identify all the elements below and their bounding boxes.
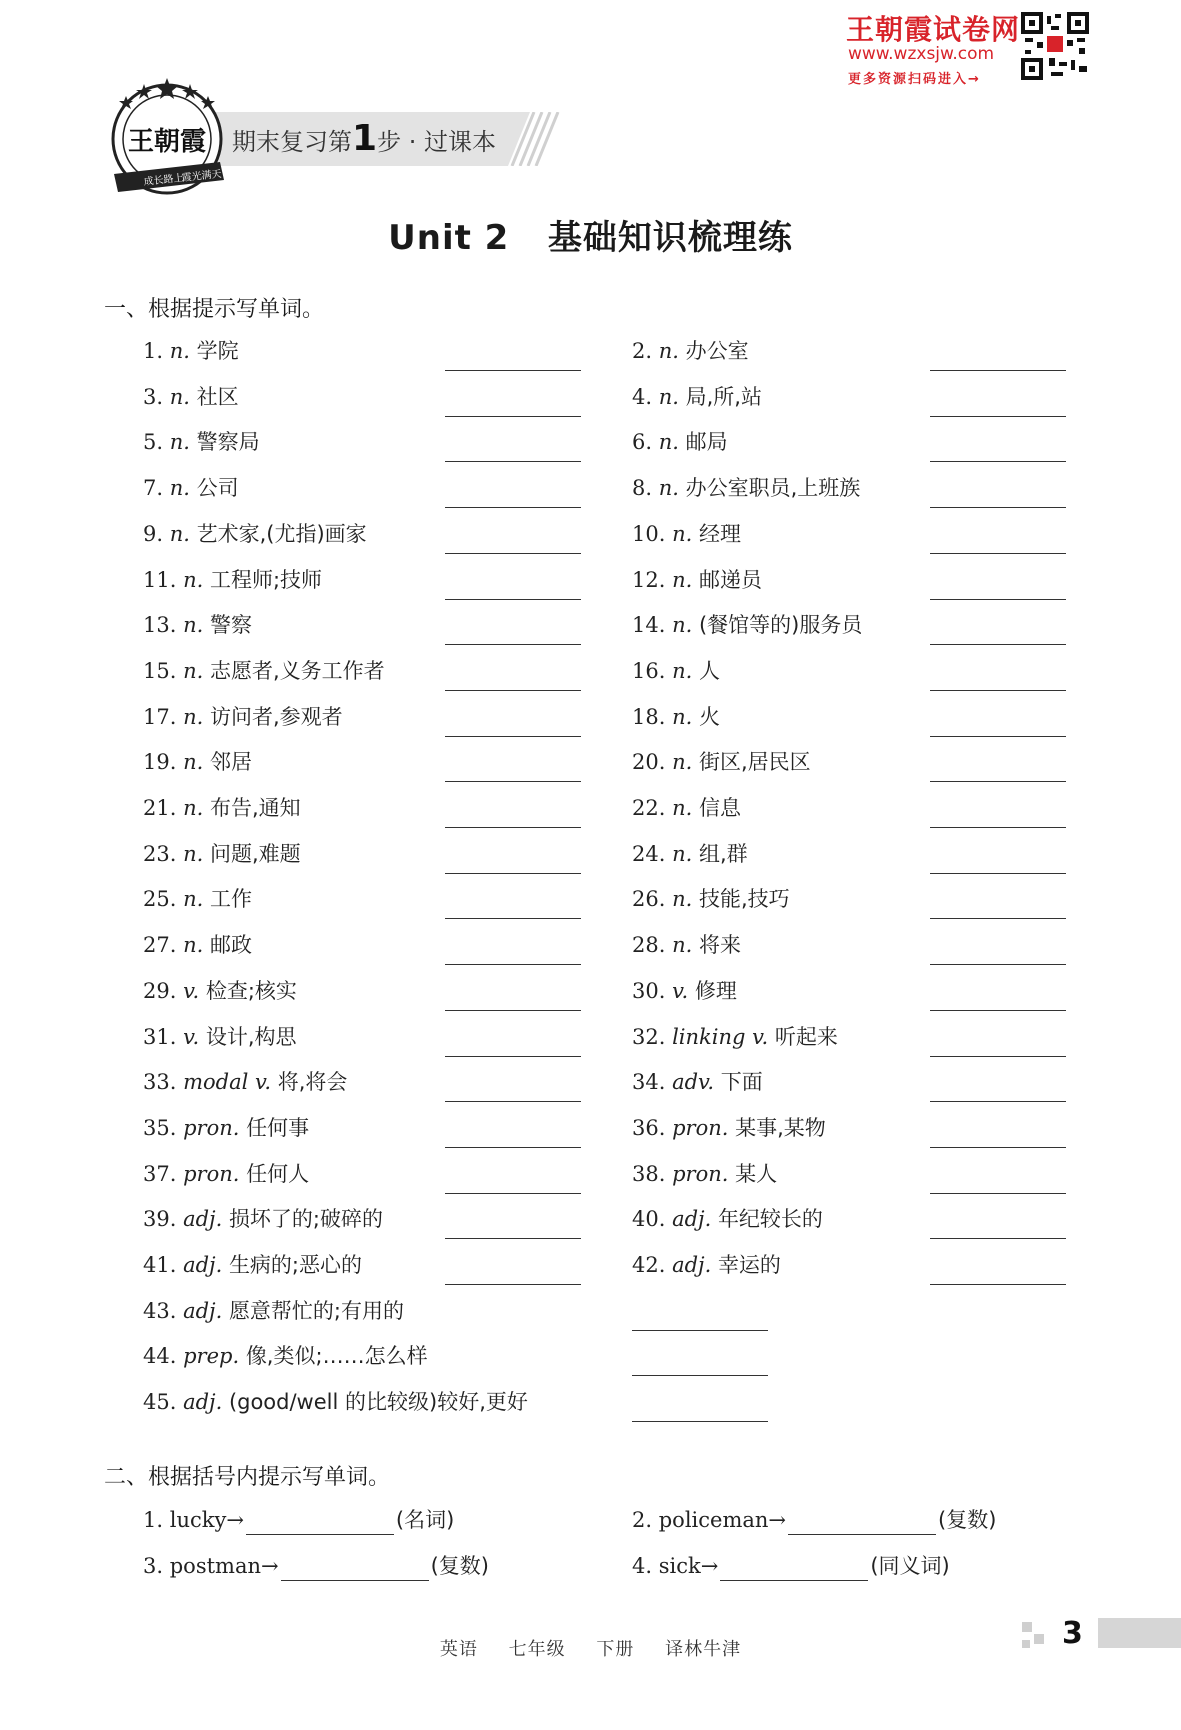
item-part-of-speech: prep. — [183, 1344, 240, 1369]
word-item — [143, 565, 322, 595]
item-definition: 信息 — [698, 796, 741, 820]
word-item — [632, 976, 737, 1006]
item-number: 27. — [143, 933, 177, 958]
word-item — [632, 1250, 781, 1280]
answer-blank[interactable] — [930, 1100, 1066, 1102]
item-part-of-speech: n. — [658, 384, 679, 409]
item-number: 40. — [632, 1207, 666, 1232]
section2-item — [632, 1505, 996, 1535]
header-banner — [212, 112, 572, 166]
word-item — [143, 336, 239, 366]
word-item — [632, 427, 728, 457]
answer-blank[interactable] — [930, 1192, 1066, 1194]
answer-blank[interactable] — [445, 872, 581, 874]
item-word: postman→ — [169, 1554, 279, 1578]
answer-blank[interactable] — [445, 369, 581, 371]
word-item — [143, 382, 239, 412]
item-part-of-speech: n. — [672, 841, 693, 866]
answer-blank[interactable] — [930, 689, 1066, 691]
item-definition: (餐馆等的)服务员 — [698, 613, 863, 638]
section2-item — [143, 1505, 454, 1535]
item-part-of-speech: n. — [169, 430, 190, 455]
item-definition: 邻居 — [209, 750, 252, 775]
item-part-of-speech: n. — [672, 750, 693, 775]
item-definition: 经理 — [698, 521, 741, 546]
logo-text: 王朝霞 — [127, 127, 207, 157]
item-number: 9. — [143, 521, 164, 546]
item-part-of-speech: v. — [183, 978, 200, 1003]
item-part-of-speech: adj. — [183, 1253, 223, 1277]
svg-text:成长路上: 成长路上 — [143, 172, 185, 188]
item-part-of-speech: n. — [672, 887, 693, 912]
answer-blank[interactable] — [632, 1329, 768, 1331]
brand-logo — [104, 76, 230, 202]
item-number: 23. — [143, 841, 177, 866]
item-part-of-speech: adj. — [672, 1207, 712, 1232]
section2-item — [632, 1551, 950, 1581]
svg-text:霞光满天: 霞光满天 — [181, 168, 223, 184]
item-definition: 某人 — [735, 1161, 778, 1186]
item-number: 8. — [632, 476, 653, 501]
brand-url[interactable]: www.wzxsjw.com — [848, 44, 995, 64]
answer-blank[interactable] — [930, 917, 1066, 919]
answer-blank[interactable] — [445, 1146, 581, 1148]
answer-blank[interactable] — [930, 872, 1066, 874]
footer — [0, 1635, 1181, 1661]
answer-blank[interactable] — [445, 1237, 581, 1239]
answer-blank[interactable] — [445, 826, 581, 828]
word-item — [143, 656, 385, 686]
item-number: 45. — [143, 1390, 177, 1415]
answer-blank[interactable] — [445, 552, 581, 554]
item-part-of-speech: v. — [672, 978, 689, 1003]
item-part-of-speech: n. — [183, 933, 204, 958]
item-number: 26. — [632, 887, 666, 912]
item-hint: (复数) — [430, 1554, 489, 1578]
word-item — [632, 747, 811, 777]
item-part-of-speech: n. — [672, 567, 693, 592]
item-number: 12. — [632, 567, 666, 592]
item-number: 3. — [143, 384, 164, 409]
item-number: 19. — [143, 750, 177, 775]
answer-blank[interactable] — [930, 506, 1066, 508]
word-item — [632, 1113, 826, 1143]
item-part-of-speech: adj. — [672, 1253, 712, 1277]
item-hint: (复数) — [938, 1508, 997, 1532]
word-item — [632, 793, 741, 823]
footer-subject: 英语 — [439, 1639, 478, 1660]
item-definition: 生病的;恶心的 — [228, 1253, 363, 1277]
answer-blank[interactable] — [445, 780, 581, 782]
word-item — [632, 930, 741, 960]
item-definition: 问题,难题 — [209, 841, 301, 866]
item-definition: 修理 — [694, 978, 737, 1003]
item-definition: 志愿者,义务工作者 — [209, 658, 385, 683]
page-number-bar — [1098, 1618, 1181, 1648]
answer-blank[interactable] — [632, 1374, 768, 1376]
item-number: 1. — [143, 339, 164, 363]
item-definition: 街区,居民区 — [698, 750, 811, 775]
item-part-of-speech: adv. — [672, 1070, 715, 1095]
word-item — [632, 702, 720, 732]
answer-blank[interactable] — [445, 1283, 581, 1285]
item-definition: 社区 — [196, 384, 239, 409]
item-definition: 组,群 — [698, 841, 748, 866]
item-definition: 警察 — [209, 613, 252, 638]
item-definition: (good/well 的比较级)较好,更好 — [228, 1390, 528, 1415]
item-part-of-speech: linking v. — [672, 1024, 769, 1049]
word-item — [143, 747, 252, 777]
item-part-of-speech: n. — [183, 841, 204, 866]
item-definition: 任何事 — [246, 1115, 310, 1140]
page-decor — [1022, 1640, 1030, 1648]
answer-blank[interactable] — [246, 1512, 394, 1535]
word-item — [143, 473, 239, 503]
word-item — [143, 1341, 428, 1371]
answer-blank[interactable] — [930, 415, 1066, 417]
item-definition: 人 — [698, 658, 720, 683]
item-number: 22. — [632, 796, 666, 820]
item-number: 4. — [632, 384, 653, 409]
item-part-of-speech: n. — [658, 476, 679, 501]
word-item — [632, 1159, 777, 1189]
item-number: 16. — [632, 658, 666, 683]
item-number: 39. — [143, 1207, 177, 1232]
word-item — [143, 930, 252, 960]
item-number: 29. — [143, 978, 177, 1003]
word-item — [632, 565, 762, 595]
answer-blank[interactable] — [930, 1283, 1066, 1285]
answer-blank[interactable] — [930, 1146, 1066, 1148]
item-number: 13. — [143, 613, 177, 638]
item-number: 7. — [143, 476, 164, 501]
item-number: 24. — [632, 841, 666, 866]
answer-blank[interactable] — [632, 1420, 768, 1422]
answer-blank[interactable] — [930, 598, 1066, 600]
item-definition: 幸运的 — [717, 1253, 781, 1277]
item-word: lucky→ — [169, 1508, 244, 1532]
word-item — [632, 884, 790, 914]
item-part-of-speech: n. — [169, 521, 190, 546]
item-definition: 设计,构思 — [205, 1024, 297, 1049]
item-definition: 邮局 — [685, 430, 728, 455]
answer-blank[interactable] — [445, 1055, 581, 1057]
item-part-of-speech: adj. — [183, 1207, 223, 1232]
item-number: 15. — [143, 658, 177, 683]
item-part-of-speech: adj. — [183, 1298, 223, 1323]
item-definition: 下面 — [720, 1070, 763, 1095]
banner-suffix: 步 · 过课本 — [377, 128, 496, 156]
footer-volume: 下册 — [596, 1639, 635, 1660]
item-number: 31. — [143, 1024, 177, 1049]
item-number: 5. — [143, 430, 164, 455]
item-part-of-speech: n. — [672, 933, 693, 958]
item-part-of-speech: n. — [672, 704, 693, 729]
item-number: 21. — [143, 796, 177, 820]
item-number: 37. — [143, 1161, 177, 1186]
qr-code-icon[interactable] — [1021, 12, 1089, 80]
page-decor — [1022, 1622, 1032, 1632]
word-item — [143, 1204, 383, 1234]
item-part-of-speech: n. — [169, 339, 190, 363]
page-decor — [1034, 1634, 1044, 1644]
word-item — [143, 1250, 362, 1280]
answer-blank[interactable] — [930, 460, 1066, 462]
answer-blank[interactable] — [445, 598, 581, 600]
answer-blank[interactable] — [445, 917, 581, 919]
item-number: 2. — [632, 1508, 653, 1532]
answer-blank[interactable] — [445, 1192, 581, 1194]
item-definition: 像,类似;……怎么样 — [245, 1344, 428, 1369]
item-definition: 火 — [698, 704, 720, 729]
answer-blank[interactable] — [930, 735, 1066, 737]
answer-blank[interactable] — [788, 1512, 936, 1535]
word-item — [143, 427, 260, 457]
item-definition: 局,所,站 — [685, 384, 762, 409]
word-item — [632, 382, 762, 412]
item-definition: 损坏了的;破碎的 — [228, 1207, 384, 1232]
item-part-of-speech: adj. — [183, 1390, 223, 1415]
item-definition: 艺术家,(尤指)画家 — [196, 521, 367, 546]
item-definition: 技能,技巧 — [698, 887, 790, 912]
item-part-of-speech: v. — [183, 1024, 200, 1049]
item-number: 10. — [632, 521, 666, 546]
item-part-of-speech: n. — [672, 613, 693, 638]
item-part-of-speech: pron. — [183, 1161, 240, 1186]
word-item — [143, 702, 343, 732]
item-definition: 邮递员 — [698, 567, 762, 592]
footer-grade: 七年级 — [508, 1639, 566, 1660]
item-number: 2. — [632, 339, 653, 363]
word-item — [143, 884, 252, 914]
item-number: 4. — [632, 1554, 653, 1578]
word-item — [143, 1159, 309, 1189]
answer-blank[interactable] — [445, 689, 581, 691]
word-item — [143, 1296, 404, 1326]
word-item — [143, 519, 367, 549]
answer-blank[interactable] — [930, 963, 1066, 965]
banner-step-number: 1 — [352, 118, 378, 159]
word-item — [143, 610, 252, 640]
word-item — [143, 976, 297, 1006]
item-hint: (名词) — [395, 1508, 455, 1532]
item-part-of-speech: pron. — [183, 1115, 240, 1140]
answer-blank[interactable] — [930, 552, 1066, 554]
item-definition: 布告,通知 — [209, 796, 301, 820]
item-part-of-speech: n. — [672, 658, 693, 683]
item-number: 42. — [632, 1253, 666, 1277]
item-number: 35. — [143, 1115, 177, 1140]
item-definition: 将来 — [698, 933, 741, 958]
answer-blank[interactable] — [930, 1237, 1066, 1239]
item-definition: 检查;核实 — [205, 978, 297, 1003]
item-part-of-speech: n. — [183, 658, 204, 683]
word-item — [632, 1204, 823, 1234]
item-number: 36. — [632, 1115, 666, 1140]
brand-name: 王朝霞试卷网 — [846, 13, 1021, 46]
answer-blank[interactable] — [930, 1009, 1066, 1011]
answer-blank[interactable] — [445, 506, 581, 508]
item-definition: 访问者,参观者 — [209, 704, 343, 729]
word-item — [143, 1067, 347, 1097]
item-definition: 任何人 — [246, 1161, 310, 1186]
item-part-of-speech: n. — [672, 796, 693, 820]
item-number: 3. — [143, 1554, 164, 1578]
item-definition: 将,将会 — [277, 1070, 348, 1095]
word-item — [143, 839, 301, 869]
word-item — [143, 1022, 297, 1052]
answer-blank[interactable] — [445, 643, 581, 645]
item-number: 20. — [632, 750, 666, 775]
item-definition: 办公室 — [685, 339, 749, 363]
item-number: 11. — [143, 567, 177, 592]
answer-blank[interactable] — [930, 643, 1066, 645]
section1-title: 一、根据提示写单词。 — [104, 297, 325, 322]
word-item — [143, 1113, 309, 1143]
item-number: 25. — [143, 887, 177, 912]
item-hint: (同义词) — [870, 1554, 950, 1578]
item-part-of-speech: n. — [658, 430, 679, 455]
answer-blank[interactable] — [720, 1558, 868, 1581]
banner-title — [232, 112, 496, 166]
item-word: policeman→ — [658, 1508, 786, 1532]
item-part-of-speech: n. — [183, 750, 204, 775]
item-definition: 公司 — [196, 476, 239, 501]
item-number: 32. — [632, 1024, 666, 1049]
item-number: 17. — [143, 704, 177, 729]
item-number: 38. — [632, 1161, 666, 1186]
word-item — [143, 1387, 528, 1417]
item-number: 41. — [143, 1253, 177, 1277]
answer-blank[interactable] — [930, 826, 1066, 828]
answer-blank[interactable] — [445, 735, 581, 737]
banner-prefix: 期末复习第 — [232, 128, 352, 156]
item-part-of-speech: n. — [183, 613, 204, 638]
word-item — [632, 519, 741, 549]
answer-blank[interactable] — [930, 369, 1066, 371]
item-number: 33. — [143, 1070, 177, 1095]
item-part-of-speech: modal v. — [183, 1070, 272, 1095]
brand-more-text: 更多资源扫码进入→ — [848, 72, 981, 87]
item-part-of-speech: pron. — [672, 1115, 729, 1140]
item-part-of-speech: n. — [169, 476, 190, 501]
word-item — [632, 656, 720, 686]
item-number: 43. — [143, 1298, 177, 1323]
item-number: 34. — [632, 1070, 666, 1095]
item-definition: 工作 — [209, 887, 252, 912]
item-definition: 警察局 — [196, 430, 260, 455]
answer-blank[interactable] — [930, 780, 1066, 782]
footer-edition: 译林牛津 — [665, 1639, 742, 1660]
page-number: 3 — [1062, 1616, 1083, 1651]
item-definition: 办公室职员,上班族 — [685, 476, 861, 501]
answer-blank[interactable] — [445, 963, 581, 965]
item-number: 6. — [632, 430, 653, 455]
item-number: 30. — [632, 978, 666, 1003]
section2-item — [143, 1551, 489, 1581]
item-number: 28. — [632, 933, 666, 958]
item-number: 1. — [143, 1508, 164, 1532]
word-item — [143, 793, 301, 823]
item-part-of-speech: n. — [183, 796, 204, 820]
item-part-of-speech: n. — [183, 887, 204, 912]
item-definition: 邮政 — [209, 933, 252, 958]
answer-blank[interactable] — [930, 1055, 1066, 1057]
word-item — [632, 336, 749, 366]
word-item — [632, 1067, 763, 1097]
word-item — [632, 610, 862, 640]
item-part-of-speech: n. — [183, 704, 204, 729]
item-part-of-speech: pron. — [672, 1161, 729, 1186]
item-definition: 听起来 — [774, 1024, 838, 1049]
answer-blank[interactable] — [445, 460, 581, 462]
item-word: sick→ — [658, 1554, 719, 1578]
item-part-of-speech: n. — [672, 521, 693, 546]
item-number: 44. — [143, 1344, 177, 1369]
answer-blank[interactable] — [445, 1009, 581, 1011]
item-number: 18. — [632, 704, 666, 729]
item-definition: 工程师;技师 — [209, 567, 323, 592]
item-definition: 年纪较长的 — [717, 1207, 823, 1232]
item-part-of-speech: n. — [658, 339, 679, 363]
answer-blank[interactable] — [445, 1100, 581, 1102]
item-definition: 愿意帮忙的;有用的 — [228, 1298, 405, 1323]
item-part-of-speech: n. — [183, 567, 204, 592]
word-item — [632, 1022, 838, 1052]
item-definition: 某事,某物 — [735, 1115, 826, 1140]
section2-title: 二、根据括号内提示写单词。 — [104, 1465, 391, 1490]
word-item — [632, 473, 860, 503]
answer-blank[interactable] — [281, 1558, 429, 1581]
item-number: 14. — [632, 613, 666, 638]
page-title: Unit 2 基础知识梳理练 — [388, 218, 793, 258]
item-definition: 学院 — [196, 339, 239, 363]
item-part-of-speech: n. — [169, 384, 190, 409]
answer-blank[interactable] — [445, 415, 581, 417]
word-item — [632, 839, 748, 869]
